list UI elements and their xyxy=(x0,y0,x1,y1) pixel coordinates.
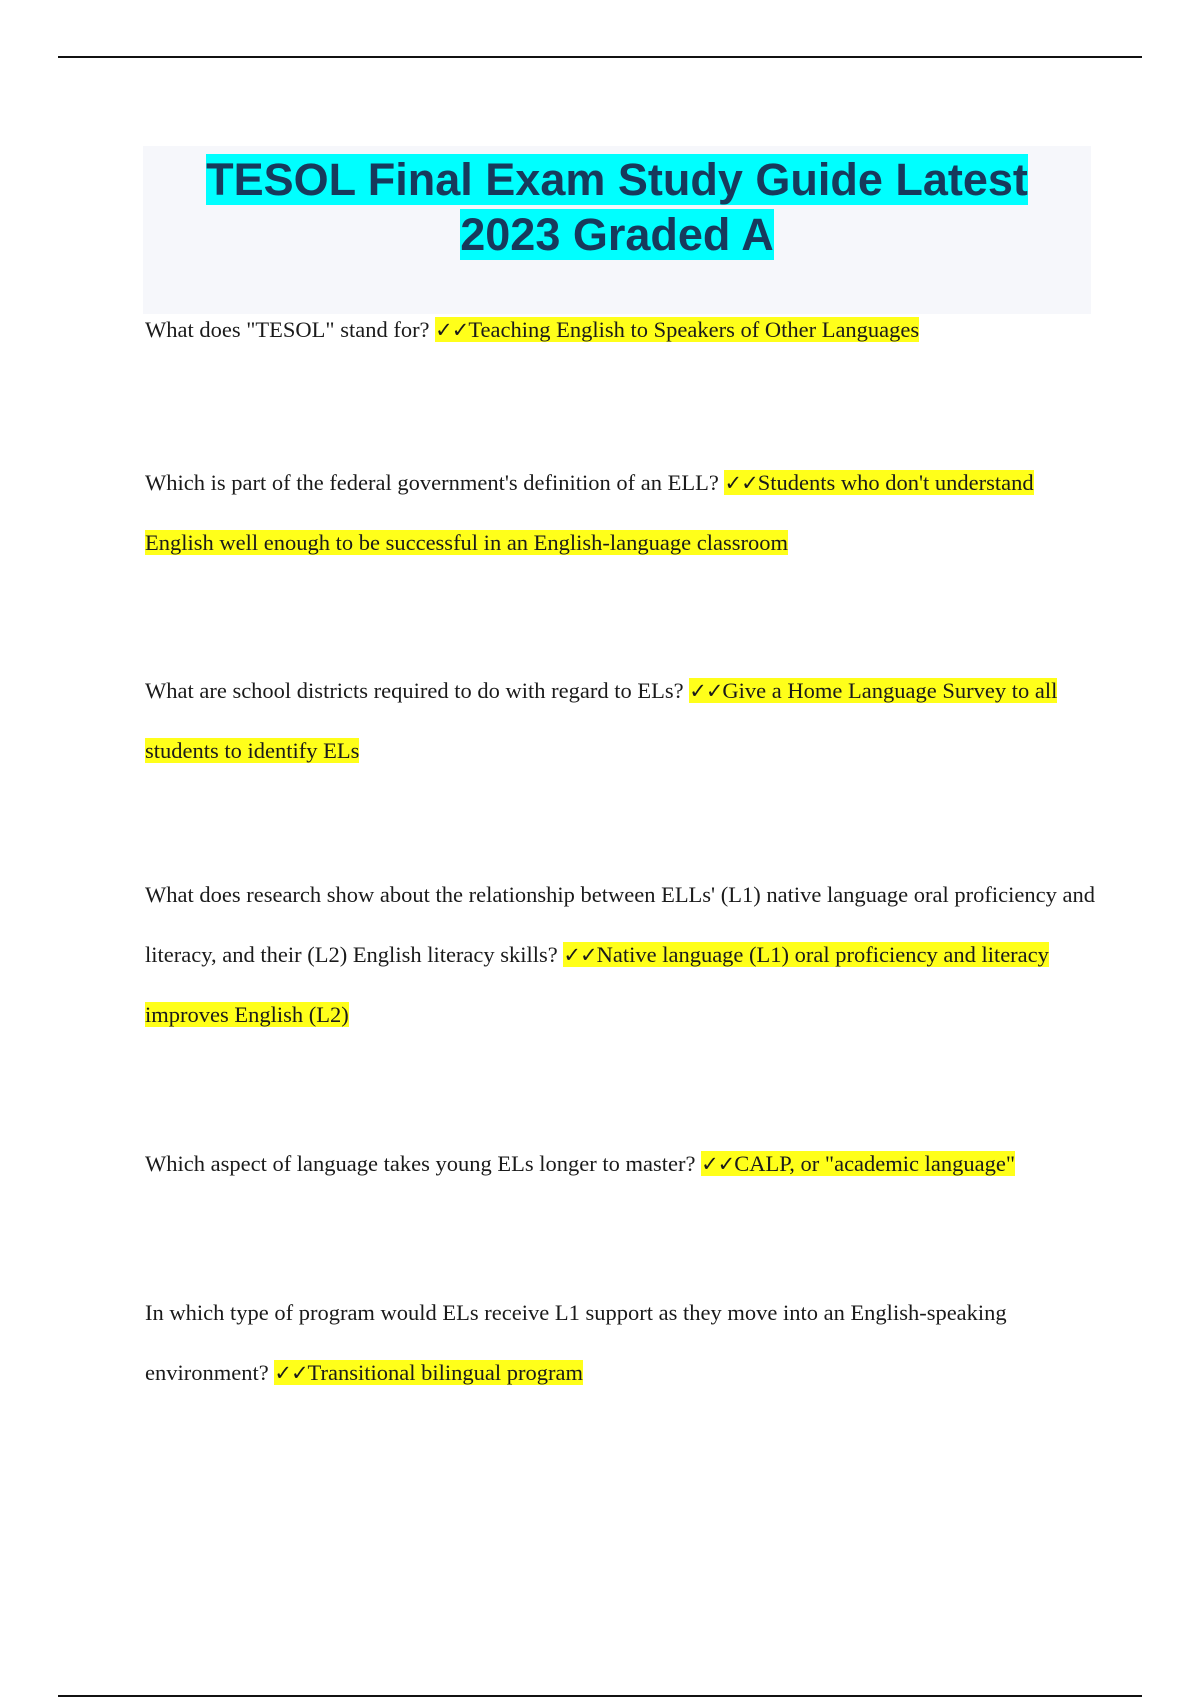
double-check-icon: ✓✓ xyxy=(563,943,597,967)
double-check-icon: ✓✓ xyxy=(435,318,469,342)
answer-text: Give a Home Language Survey to all students to identify ELs xyxy=(145,678,1058,763)
question-text: Which aspect of language takes young ELs longer to master? xyxy=(145,1151,696,1176)
footer-rule xyxy=(58,1695,1142,1697)
header-rule xyxy=(58,56,1142,58)
answer-highlight xyxy=(435,317,919,342)
qa-item xyxy=(145,661,1095,781)
question-text: In which type of program would ELs receive L1 support as they move into an English-speaking environment? xyxy=(145,1300,1007,1385)
answer-highlight xyxy=(701,1151,1015,1176)
qa-item xyxy=(145,300,1095,360)
qa-item xyxy=(145,453,1095,573)
answer-text: Teaching English to Speakers of Other Languages xyxy=(468,317,920,342)
double-check-icon: ✓✓ xyxy=(701,1152,735,1176)
double-check-icon: ✓✓ xyxy=(689,679,723,703)
qa-item xyxy=(145,1134,1095,1194)
question-text: What does "TESOL" stand for? xyxy=(145,317,430,342)
question-text: What are school districts required to do with regard to ELs? xyxy=(145,678,684,703)
answer-text: CALP, or "academic language" xyxy=(734,1151,1016,1176)
title-block xyxy=(143,146,1091,314)
question-text: Which is part of the federal government's definition of an ELL? xyxy=(145,470,719,495)
answer-text: Native language (L1) oral proficiency and literacy improves English (L2) xyxy=(145,942,1049,1027)
double-check-icon: ✓✓ xyxy=(274,1361,308,1385)
question-text: What does research show about the relationship between ELLs' (L1) native language oral proficiency and literacy, and their (L2) English literacy skills? xyxy=(145,882,1095,967)
document-title: TESOL Final Exam Study Guide Latest 2023 Graded A xyxy=(206,154,1028,260)
double-check-icon: ✓✓ xyxy=(724,471,758,495)
answer-text: Students who don't understand English well enough to be successful in an English-language classroom xyxy=(145,470,1034,555)
qa-item xyxy=(145,865,1095,1045)
answer-highlight xyxy=(274,1360,583,1385)
qa-item xyxy=(145,1283,1095,1403)
answer-text: Transitional bilingual program xyxy=(307,1360,583,1385)
